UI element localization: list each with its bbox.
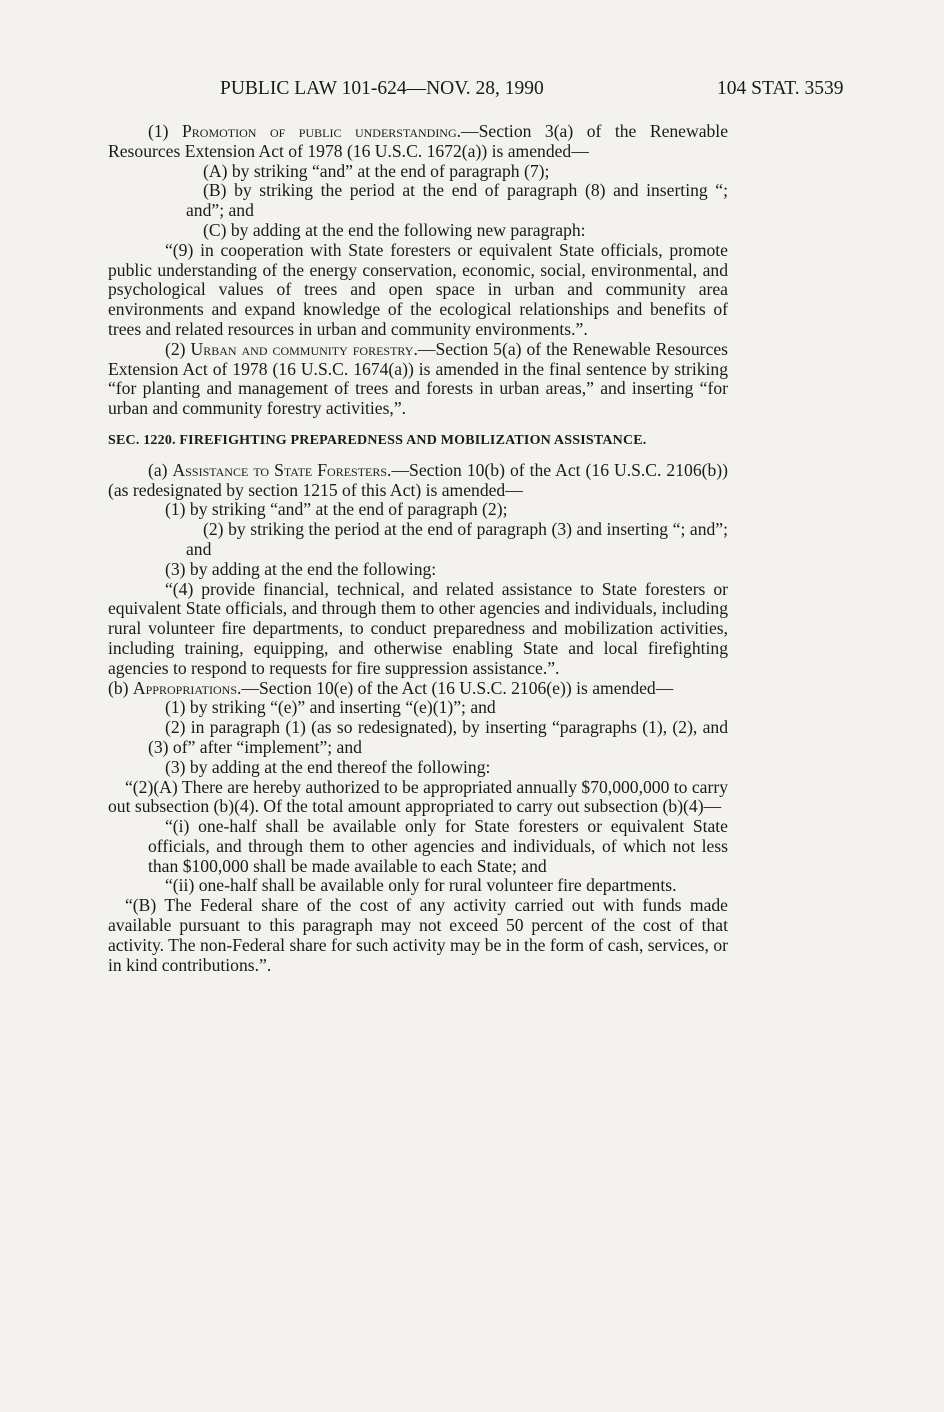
- subsection-a-quote: “(4) provide financial, technical, and related assistance to State foresters or equivalent State officials, and through them to other agencies and individuals, including rural volunteer fire departments, to conduct preparedness and mobilization activities, including training, equipping, and otherwise enabling State and local firefighting agencies to respond to requests for fire suppression assistance.”.: [108, 578, 728, 678]
- paragraph-1-number: (1): [148, 121, 183, 141]
- paragraph-1-b: (B) by striking the period at the end of paragraph (8) and inserting “; and”; and: [186, 180, 728, 221]
- subsection-b-ii: “(ii) one-half shall be available only for rural volunteer fire departments.: [165, 875, 677, 896]
- subsection-b-text: —Section 10(e) of the Act (16 U.S.C. 2106(e)) is amended—: [241, 677, 674, 698]
- page-header: [0, 78, 944, 106]
- paragraph-1-heading: Promotion of public understanding.: [182, 121, 462, 141]
- subsection-b-i: “(i) one-half shall be available only for State foresters or equivalent State officials, and through them to other agencies and individuals, of which not less than $100,000 shall be made available to each State; and: [148, 816, 728, 876]
- subsection-b-3: (3) by adding at the end thereof the following:: [165, 756, 491, 777]
- subsection-b: [108, 679, 728, 699]
- paragraph-1-a: (A) by striking “and” at the end of paragraph (7);: [203, 160, 550, 181]
- subsection-a-number: (a): [148, 459, 173, 480]
- section-heading: SEC. 1220. FIREFIGHTING PREPAREDNESS AND MOBILIZATION ASSISTANCE.: [108, 432, 647, 448]
- paragraph-1: [108, 122, 728, 162]
- paragraph-2: [108, 340, 728, 419]
- subsection-a-heading: Assistance to State Foresters.: [172, 459, 392, 480]
- subsection-b-2A: “(2)(A) There are hereby authorized to be appropriated annually $70,000,000 to carry out subsection (b)(4). Of the total amount appropriated to carry out subsection (b)(4)—: [108, 776, 728, 817]
- subsection-a-2: (2) by striking the period at the end of paragraph (3) and inserting “; and”; and: [186, 519, 728, 559]
- subsection-b-1: (1) by striking “(e)” and inserting “(e)(1)”; and: [165, 697, 496, 718]
- paragraph-2-text: —Section 5(a) of the Renewable Resources Extension Act of 1978 (16 U.S.C. 1674(a)) is amended in the final sentence by striking “for planting and management of trees and forests in urban areas,” and inserting “for urban and community forestry activities,”.: [108, 338, 728, 419]
- subsection-b-B: “(B) The Federal share of the cost of any activity carried out with funds made available pursuant to this paragraph may not exceed 50 percent of the cost of that activity. The non-Federal share for such activity may be in the form of cash, services, or in kind contributions.”.: [108, 895, 728, 975]
- paragraph-2-number: (2): [165, 338, 191, 359]
- subsection-a-text: —Section 10(b) of the Act (16 U.S.C. 2106(b)) (as redesignated by section 1215 of this Act) is amended—: [108, 459, 728, 500]
- paragraph-1-quote: “(9) in cooperation with State foresters or equivalent State officials, promote public understanding of the energy conservation, economic, social, environmental, and psychological values of trees and open space in urban and community area environments and expand knowledge of the ecological relationships and benefits of trees and related resources in urban and community environments.”.: [108, 239, 728, 339]
- paragraph-1-c: (C) by adding at the end the following new paragraph:: [203, 219, 586, 240]
- subsection-a: [108, 461, 728, 501]
- subsection-a-3: (3) by adding at the end the following:: [165, 558, 437, 579]
- paragraph-1-text: —Section 3(a) of the Renewable Resources Extension Act of 1978 (16 U.S.C. 1672(a)) is amended—: [108, 121, 728, 161]
- document-body: [108, 122, 728, 975]
- subsection-b-number: (b): [108, 677, 133, 698]
- subsection-a-1: (1) by striking “and” at the end of paragraph (2);: [165, 499, 508, 520]
- subsection-b-heading: Appropriations.: [132, 677, 242, 698]
- subsection-b-2: (2) in paragraph (1) (as so redesignated), by inserting “paragraphs (1), (2), and (3) of” after “implement”; and: [148, 717, 728, 757]
- paragraph-2-heading: Urban and community forestry.: [190, 338, 418, 359]
- header-stat-page: 104 STAT. 3539: [717, 78, 844, 99]
- header-law-citation: PUBLIC LAW 101-624—NOV. 28, 1990: [220, 78, 544, 99]
